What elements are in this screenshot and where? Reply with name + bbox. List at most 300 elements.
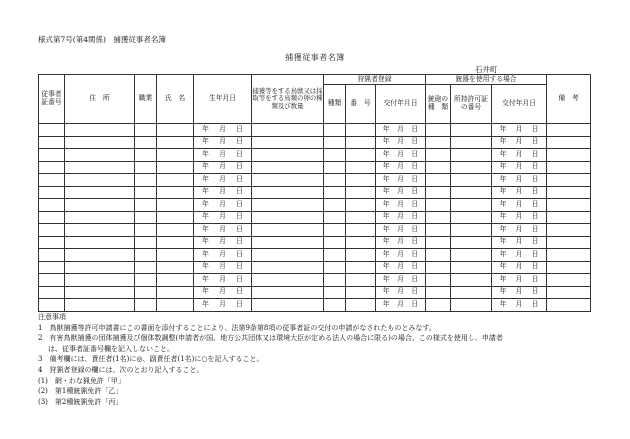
- date-cell[interactable]: [492, 249, 547, 262]
- id-cell[interactable]: [39, 261, 65, 274]
- date-unit-label: 日: [531, 224, 539, 233]
- date-unit-label: 月: [397, 174, 404, 183]
- date-unit-label: 年: [499, 124, 507, 133]
- table-row: [39, 236, 591, 249]
- date-unit-label: 日: [411, 149, 419, 158]
- date-unit-label: 年: [382, 199, 390, 208]
- remarks-cell[interactable]: [547, 299, 591, 312]
- species-cell[interactable]: [252, 199, 324, 212]
- address-cell[interactable]: [65, 161, 135, 174]
- note-item: (3) 第2種銃猟免許「丙」: [38, 397, 123, 406]
- kind-cell[interactable]: [324, 149, 346, 162]
- date-unit-label: 月: [397, 224, 404, 233]
- date-unit-label: 年: [499, 249, 507, 258]
- date-unit-label: 年: [202, 224, 209, 233]
- gun-type-cell[interactable]: [426, 211, 451, 224]
- species-cell[interactable]: [252, 149, 324, 162]
- date-unit-label: 日: [531, 124, 539, 133]
- address-cell[interactable]: [65, 211, 135, 224]
- address-cell[interactable]: [65, 236, 135, 249]
- form-label: 様式第7号(第4関係) 捕獲従事者名簿: [38, 35, 166, 44]
- kind-cell[interactable]: [324, 124, 346, 137]
- date-unit-label: 日: [236, 262, 243, 271]
- date-unit-label: 日: [411, 299, 419, 308]
- species-cell[interactable]: [252, 224, 324, 237]
- date-cell[interactable]: [194, 236, 252, 249]
- species-cell[interactable]: [252, 261, 324, 274]
- gun-type-cell[interactable]: [426, 286, 451, 299]
- remarks-cell[interactable]: [547, 149, 591, 162]
- table-row: [39, 211, 591, 224]
- date-unit-label: 月: [515, 224, 523, 233]
- gun-type-cell[interactable]: [426, 249, 451, 262]
- species-cell[interactable]: [252, 236, 324, 249]
- date-unit-label: 年: [382, 149, 390, 158]
- species-cell[interactable]: [252, 161, 324, 174]
- col-header-birth: 生年月日: [194, 75, 252, 124]
- number-cell[interactable]: [346, 124, 376, 137]
- date-unit-label: 月: [397, 287, 404, 296]
- permit-no-cell[interactable]: [451, 124, 492, 137]
- remarks-cell[interactable]: [547, 224, 591, 237]
- permit-no-cell[interactable]: [451, 224, 492, 237]
- document-title: 捕獲従事者名簿: [285, 53, 345, 62]
- date-unit-label: 日: [236, 299, 243, 308]
- date-cell[interactable]: [376, 299, 426, 312]
- date-cell[interactable]: [492, 286, 547, 299]
- remarks-cell[interactable]: [547, 236, 591, 249]
- name-cell[interactable]: [157, 136, 194, 149]
- address-cell[interactable]: [65, 261, 135, 274]
- date-cell[interactable]: [376, 161, 426, 174]
- job-cell[interactable]: [135, 236, 157, 249]
- remarks-cell[interactable]: [547, 186, 591, 199]
- address-cell[interactable]: [65, 186, 135, 199]
- kind-cell[interactable]: [324, 286, 346, 299]
- job-cell[interactable]: [135, 224, 157, 237]
- date-unit-label: 月: [219, 149, 226, 158]
- name-cell[interactable]: [157, 149, 194, 162]
- species-cell[interactable]: [252, 274, 324, 287]
- date-cell[interactable]: [492, 224, 547, 237]
- date-unit-label: 年: [499, 262, 507, 271]
- address-cell[interactable]: [65, 249, 135, 262]
- table-row: [39, 186, 591, 199]
- kind-cell[interactable]: [324, 249, 346, 262]
- date-unit-label: 年: [382, 299, 390, 308]
- date-cell[interactable]: [194, 199, 252, 212]
- kind-cell[interactable]: [324, 274, 346, 287]
- date-unit-label: 年: [499, 149, 507, 158]
- date-unit-label: 月: [515, 249, 523, 258]
- date-unit-label: 月: [397, 274, 404, 283]
- address-cell[interactable]: [65, 199, 135, 212]
- name-cell[interactable]: [157, 211, 194, 224]
- date-unit-label: 日: [411, 249, 419, 258]
- date-unit-label: 年: [499, 237, 507, 246]
- number-cell[interactable]: [346, 274, 376, 287]
- col-header-species: 捕獲等をする鳥獣又は採取等をする鳥類の卵の種類及び数量: [252, 75, 324, 124]
- kind-cell[interactable]: [324, 236, 346, 249]
- table-row: [39, 261, 591, 274]
- col-header-remarks: 備 考: [547, 75, 591, 124]
- date-unit-label: 年: [202, 137, 209, 146]
- date-unit-label: 日: [531, 137, 539, 146]
- name-cell[interactable]: [157, 199, 194, 212]
- kind-cell[interactable]: [324, 211, 346, 224]
- remarks-cell[interactable]: [547, 261, 591, 274]
- date-cell[interactable]: [194, 136, 252, 149]
- date-cell[interactable]: [194, 249, 252, 262]
- date-unit-label: 月: [219, 137, 226, 146]
- id-cell[interactable]: [39, 236, 65, 249]
- gun-type-cell[interactable]: [426, 186, 451, 199]
- gun-type-cell[interactable]: [426, 236, 451, 249]
- date-cell[interactable]: [194, 211, 252, 224]
- job-cell[interactable]: [135, 149, 157, 162]
- remarks-cell[interactable]: [547, 274, 591, 287]
- date-cell[interactable]: [194, 224, 252, 237]
- date-cell[interactable]: [492, 124, 547, 137]
- job-cell[interactable]: [135, 174, 157, 187]
- date-unit-label: 月: [219, 187, 226, 196]
- address-cell[interactable]: [65, 274, 135, 287]
- id-cell[interactable]: [39, 274, 65, 287]
- gun-type-cell[interactable]: [426, 124, 451, 137]
- address-cell[interactable]: [65, 136, 135, 149]
- date-unit-label: 月: [219, 212, 226, 221]
- remarks-cell[interactable]: [547, 211, 591, 224]
- name-cell[interactable]: [157, 274, 194, 287]
- date-unit-label: 日: [531, 149, 539, 158]
- permit-no-cell[interactable]: [451, 299, 492, 312]
- job-cell[interactable]: [135, 261, 157, 274]
- date-cell[interactable]: [492, 236, 547, 249]
- permit-no-cell[interactable]: [451, 286, 492, 299]
- gun-type-cell[interactable]: [426, 299, 451, 312]
- number-cell[interactable]: [346, 186, 376, 199]
- town-name: 石井町: [475, 65, 498, 74]
- date-unit-label: 月: [397, 237, 404, 246]
- id-cell[interactable]: [39, 211, 65, 224]
- remarks-cell[interactable]: [547, 174, 591, 187]
- date-cell[interactable]: [194, 286, 252, 299]
- job-cell[interactable]: [135, 249, 157, 262]
- date-unit-label: 月: [397, 249, 404, 258]
- date-cell[interactable]: [492, 161, 547, 174]
- date-unit-label: 月: [515, 212, 523, 221]
- id-cell[interactable]: [39, 199, 65, 212]
- date-cell[interactable]: [376, 136, 426, 149]
- id-cell[interactable]: [39, 224, 65, 237]
- number-cell[interactable]: [346, 261, 376, 274]
- date-unit-label: 日: [236, 162, 243, 171]
- permit-no-cell[interactable]: [451, 149, 492, 162]
- date-unit-label: 日: [236, 287, 243, 296]
- table-row: [39, 124, 591, 137]
- number-cell[interactable]: [346, 211, 376, 224]
- number-cell[interactable]: [346, 149, 376, 162]
- address-cell[interactable]: [65, 286, 135, 299]
- date-cell[interactable]: [194, 161, 252, 174]
- date-unit-label: 月: [397, 149, 404, 158]
- number-cell[interactable]: [346, 224, 376, 237]
- number-cell[interactable]: [346, 249, 376, 262]
- date-cell[interactable]: [492, 149, 547, 162]
- address-cell[interactable]: [65, 299, 135, 312]
- kind-cell[interactable]: [324, 299, 346, 312]
- species-cell[interactable]: [252, 186, 324, 199]
- table-row: [39, 274, 591, 287]
- note-item: は、従事者証番号欄を記入しないこと。: [48, 344, 174, 353]
- date-unit-label: 月: [515, 149, 523, 158]
- date-unit-label: 月: [515, 299, 523, 308]
- name-cell[interactable]: [157, 124, 194, 137]
- date-cell[interactable]: [194, 186, 252, 199]
- date-unit-label: 年: [499, 274, 507, 283]
- job-cell[interactable]: [135, 211, 157, 224]
- name-cell[interactable]: [157, 299, 194, 312]
- date-unit-label: 月: [219, 249, 226, 258]
- group-header-hunting: 狩猟者登録: [324, 75, 426, 85]
- number-cell[interactable]: [346, 299, 376, 312]
- species-cell[interactable]: [252, 136, 324, 149]
- gun-type-cell[interactable]: [426, 224, 451, 237]
- date-unit-label: 年: [382, 224, 390, 233]
- kind-cell[interactable]: [324, 224, 346, 237]
- date-cell[interactable]: [376, 236, 426, 249]
- date-unit-label: 月: [397, 162, 404, 171]
- date-unit-label: 日: [236, 237, 243, 246]
- table-row: [39, 161, 591, 174]
- permit-no-cell[interactable]: [451, 236, 492, 249]
- notes-heading: 注意事項: [38, 313, 66, 321]
- date-cell[interactable]: [492, 299, 547, 312]
- date-unit-label: 年: [382, 249, 390, 258]
- job-cell[interactable]: [135, 274, 157, 287]
- date-cell[interactable]: [492, 211, 547, 224]
- job-cell[interactable]: [135, 186, 157, 199]
- registry-body: [39, 124, 591, 312]
- date-cell[interactable]: [376, 261, 426, 274]
- date-unit-label: 日: [411, 174, 419, 183]
- date-unit-label: 月: [397, 137, 404, 146]
- permit-no-cell[interactable]: [451, 136, 492, 149]
- date-unit-label: 日: [411, 262, 419, 271]
- date-unit-label: 日: [236, 187, 243, 196]
- kind-cell[interactable]: [324, 261, 346, 274]
- gun-type-cell[interactable]: [426, 174, 451, 187]
- species-cell[interactable]: [252, 124, 324, 137]
- date-unit-label: 年: [202, 199, 209, 208]
- date-unit-label: 日: [411, 274, 419, 283]
- date-cell[interactable]: [492, 274, 547, 287]
- permit-no-cell[interactable]: [451, 186, 492, 199]
- date-unit-label: 日: [411, 187, 419, 196]
- date-unit-label: 年: [382, 287, 390, 296]
- remarks-cell[interactable]: [547, 199, 591, 212]
- remarks-cell[interactable]: [547, 124, 591, 137]
- date-unit-label: 年: [382, 124, 390, 133]
- name-cell[interactable]: [157, 186, 194, 199]
- date-cell[interactable]: [194, 174, 252, 187]
- permit-no-cell[interactable]: [451, 199, 492, 212]
- date-cell[interactable]: [194, 274, 252, 287]
- job-cell[interactable]: [135, 124, 157, 137]
- remarks-cell[interactable]: [547, 161, 591, 174]
- species-cell[interactable]: [252, 286, 324, 299]
- date-unit-label: 年: [499, 299, 507, 308]
- table-row: [39, 299, 591, 312]
- date-unit-label: 月: [515, 287, 523, 296]
- kind-cell[interactable]: [324, 174, 346, 187]
- remarks-cell[interactable]: [547, 286, 591, 299]
- date-unit-label: 月: [219, 199, 226, 208]
- date-unit-label: 日: [531, 249, 539, 258]
- date-unit-label: 年: [202, 149, 209, 158]
- date-cell[interactable]: [492, 136, 547, 149]
- gun-type-cell[interactable]: [426, 136, 451, 149]
- gun-type-cell[interactable]: [426, 199, 451, 212]
- date-unit-label: 日: [236, 212, 243, 221]
- permit-no-cell[interactable]: [451, 274, 492, 287]
- permit-no-cell[interactable]: [451, 174, 492, 187]
- date-cell[interactable]: [376, 186, 426, 199]
- name-cell[interactable]: [157, 161, 194, 174]
- date-cell[interactable]: [376, 199, 426, 212]
- job-cell[interactable]: [135, 199, 157, 212]
- date-unit-label: 月: [397, 199, 404, 208]
- name-cell[interactable]: [157, 261, 194, 274]
- date-cell[interactable]: [492, 186, 547, 199]
- remarks-cell[interactable]: [547, 136, 591, 149]
- date-unit-label: 月: [219, 224, 226, 233]
- date-cell[interactable]: [492, 199, 547, 212]
- note-item: (1) 網・わな猟免許「甲」: [38, 376, 125, 385]
- date-cell[interactable]: [376, 274, 426, 287]
- id-cell[interactable]: [39, 186, 65, 199]
- job-cell[interactable]: [135, 136, 157, 149]
- number-cell[interactable]: [346, 199, 376, 212]
- date-unit-label: 日: [531, 274, 539, 283]
- name-cell[interactable]: [157, 286, 194, 299]
- gun-type-cell[interactable]: [426, 161, 451, 174]
- id-cell[interactable]: [39, 161, 65, 174]
- date-cell[interactable]: [376, 249, 426, 262]
- date-cell[interactable]: [492, 174, 547, 187]
- gun-type-cell[interactable]: [426, 149, 451, 162]
- date-cell[interactable]: [376, 149, 426, 162]
- date-unit-label: 日: [411, 199, 419, 208]
- col-header-name: 氏 名: [157, 75, 194, 124]
- date-unit-label: 年: [202, 274, 209, 283]
- date-cell[interactable]: [194, 124, 252, 137]
- number-cell[interactable]: [346, 236, 376, 249]
- number-cell[interactable]: [346, 174, 376, 187]
- date-cell[interactable]: [376, 211, 426, 224]
- date-cell[interactable]: [376, 124, 426, 137]
- date-cell[interactable]: [194, 261, 252, 274]
- kind-cell[interactable]: [324, 161, 346, 174]
- kind-cell[interactable]: [324, 199, 346, 212]
- id-cell[interactable]: [39, 299, 65, 312]
- date-cell[interactable]: [492, 261, 547, 274]
- gun-type-cell[interactable]: [426, 274, 451, 287]
- date-cell[interactable]: [376, 224, 426, 237]
- table-row: [39, 199, 591, 212]
- permit-no-cell[interactable]: [451, 161, 492, 174]
- id-cell[interactable]: [39, 136, 65, 149]
- kind-cell[interactable]: [324, 186, 346, 199]
- name-cell[interactable]: [157, 249, 194, 262]
- number-cell[interactable]: [346, 286, 376, 299]
- date-unit-label: 日: [531, 174, 539, 183]
- date-unit-label: 日: [236, 137, 243, 146]
- date-unit-label: 年: [382, 274, 390, 283]
- permit-no-cell[interactable]: [451, 261, 492, 274]
- date-cell[interactable]: [376, 286, 426, 299]
- table-row: [39, 286, 591, 299]
- name-cell[interactable]: [157, 174, 194, 187]
- id-cell[interactable]: [39, 174, 65, 187]
- species-cell[interactable]: [252, 174, 324, 187]
- notes-section: [38, 312, 598, 407]
- date-unit-label: 日: [236, 224, 243, 233]
- kind-cell[interactable]: [324, 136, 346, 149]
- date-unit-label: 月: [219, 287, 226, 296]
- note-item: 2 有害鳥獣捕獲の団体捕獲及び個体数調整(申請者が国、地方公共団体又は環境大臣が定める法人の場合に限る)の場合、この様式を使用し、申請者: [38, 334, 503, 343]
- date-unit-label: 日: [531, 262, 539, 271]
- id-cell[interactable]: [39, 124, 65, 137]
- date-cell[interactable]: [194, 149, 252, 162]
- id-cell[interactable]: [39, 149, 65, 162]
- number-cell[interactable]: [346, 161, 376, 174]
- date-unit-label: 年: [499, 137, 507, 146]
- col-header-gun-type: 銃砲の種 類: [426, 85, 451, 124]
- job-cell[interactable]: [135, 299, 157, 312]
- permit-no-cell[interactable]: [451, 249, 492, 262]
- id-cell[interactable]: [39, 249, 65, 262]
- name-cell[interactable]: [157, 224, 194, 237]
- date-cell[interactable]: [376, 174, 426, 187]
- species-cell[interactable]: [252, 249, 324, 262]
- number-cell[interactable]: [346, 136, 376, 149]
- col-header-job: 職業: [135, 75, 157, 124]
- date-unit-label: 日: [411, 137, 419, 146]
- name-cell[interactable]: [157, 236, 194, 249]
- species-cell[interactable]: [252, 211, 324, 224]
- gun-type-cell[interactable]: [426, 261, 451, 274]
- date-unit-label: 月: [219, 262, 226, 271]
- job-cell[interactable]: [135, 286, 157, 299]
- table-row: [39, 249, 591, 262]
- remarks-cell[interactable]: [547, 249, 591, 262]
- address-cell[interactable]: [65, 174, 135, 187]
- address-cell[interactable]: [65, 224, 135, 237]
- species-cell[interactable]: [252, 299, 324, 312]
- permit-no-cell[interactable]: [451, 211, 492, 224]
- job-cell[interactable]: [135, 161, 157, 174]
- date-cell[interactable]: [194, 299, 252, 312]
- date-unit-label: 日: [236, 124, 243, 133]
- date-unit-label: 月: [515, 274, 523, 283]
- address-cell[interactable]: [65, 149, 135, 162]
- date-unit-label: 日: [531, 237, 539, 246]
- date-unit-label: 日: [236, 174, 243, 183]
- id-cell[interactable]: [39, 286, 65, 299]
- col-header-permit-no: 所持許可証の番号: [451, 85, 492, 124]
- address-cell[interactable]: [65, 124, 135, 137]
